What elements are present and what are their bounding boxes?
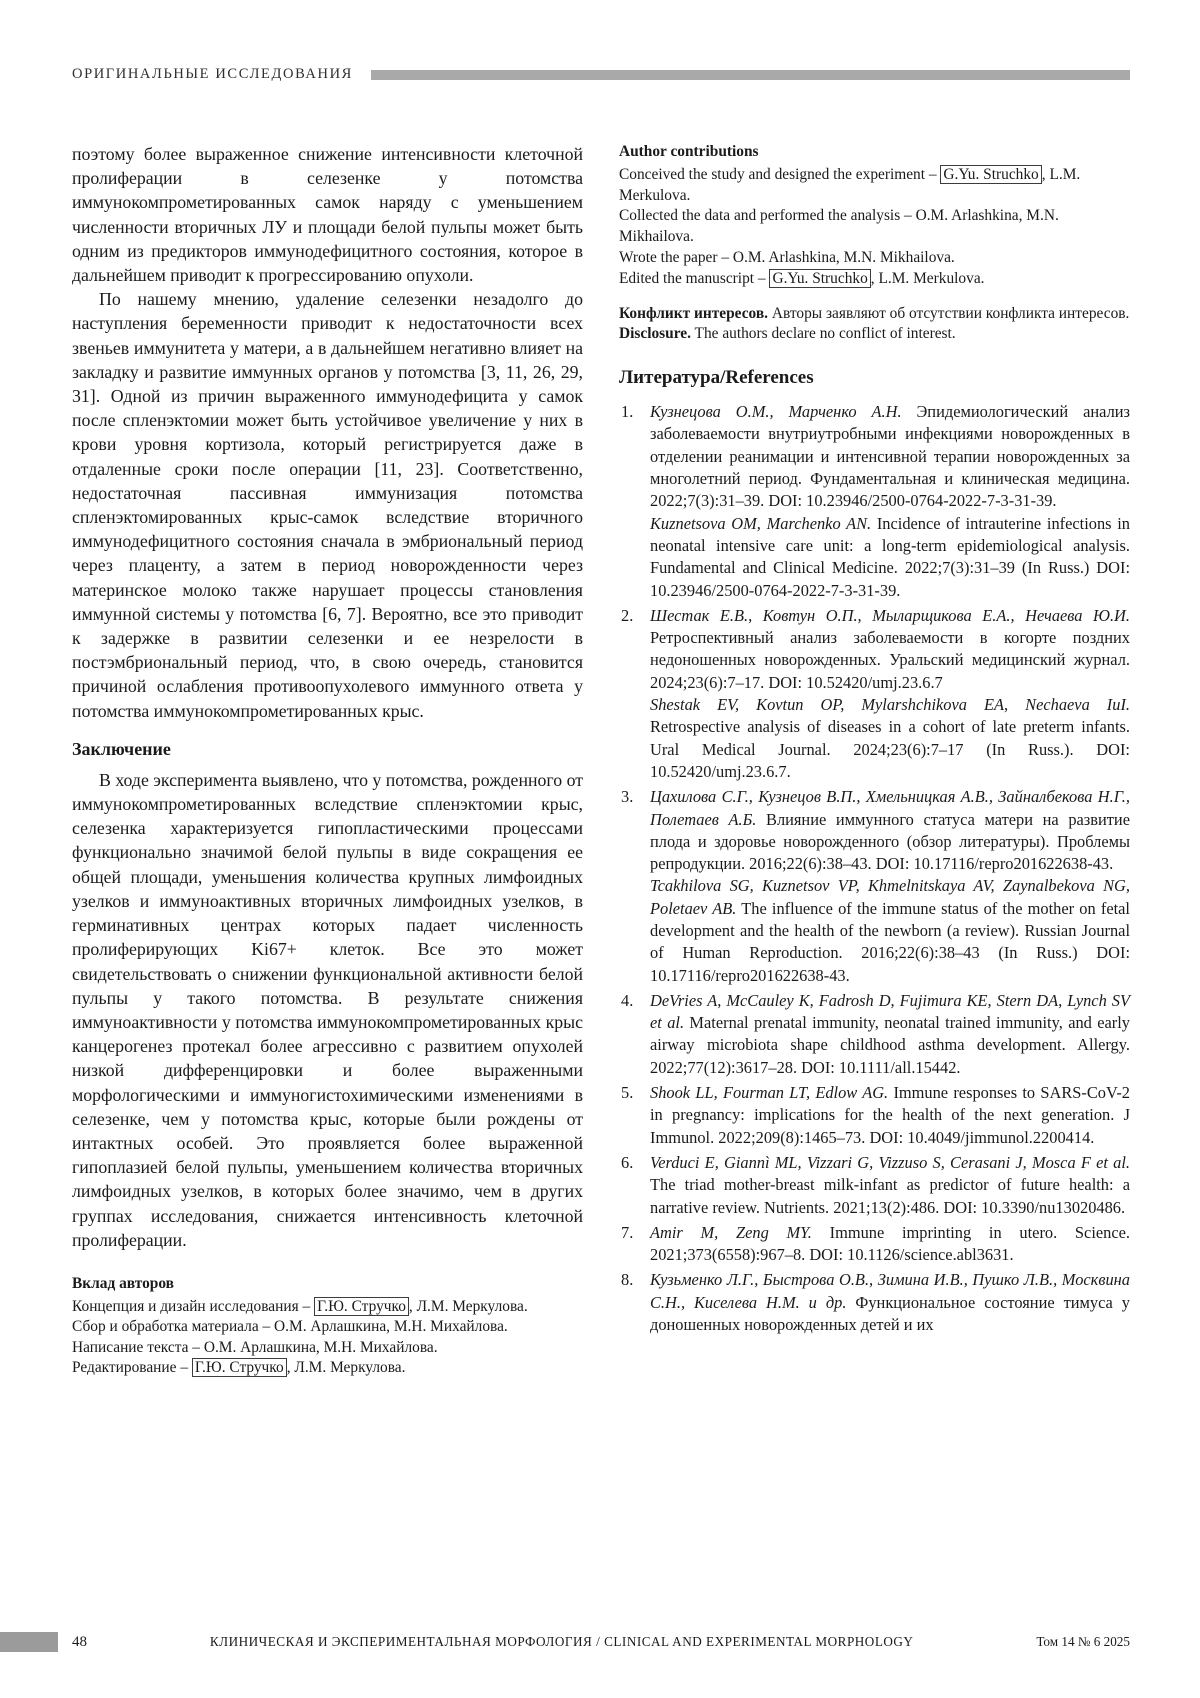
text-segment: Conceived the study and designed the experiment – (619, 165, 941, 183)
reference-item (619, 605, 1130, 783)
contribution-line (72, 1338, 583, 1359)
text-segment: Amir M, Zeng MY. (650, 1222, 812, 1242)
reference-number: 6. (621, 1152, 634, 1172)
text-segment: Immune imprinting in utero. Science. 2021;373(6558):967–8. DOI: 10.1126/science.abl3631. (650, 1222, 1130, 1265)
reference-number: 3. (621, 787, 634, 807)
text-segment: Сбор и обработка материала – О.М. Арлашкина, М.Н. Михайлова. (72, 1318, 508, 1336)
text-segment: Функциональное состояние тимуса у доношенных новорожденных детей и их (650, 1292, 1130, 1335)
reference-parts (650, 1152, 1130, 1219)
author-name-box[interactable]: Г.Ю. Стручко (192, 1358, 287, 1377)
contribution-line (619, 206, 1130, 248)
disclosure-paragraph (619, 324, 1130, 345)
author-contributions-en (619, 142, 1130, 290)
text-segment: Retrospective analysis of diseases in a cohort of late preterm infants. Ural Medical Journal. 2024;23(6):7–17 (In Russ.). DOI: 10.52420/umj.23.6.7. (650, 717, 1130, 781)
contribution-line (619, 269, 1130, 290)
text-segment: Maternal prenatal immunity, neonatal trained immunity, and early airway microbiota shape childhood asthma development. Allergy. 2022;77(12):3617–28. DOI: 10.1111/all.15442. (650, 1013, 1130, 1077)
text-segment: Disclosure. (619, 325, 691, 343)
reference-text (650, 1082, 1130, 1149)
author-name-box[interactable]: G.Yu. Struchko (769, 269, 870, 288)
text-segment: Цахилова С.Г., Кузнецов В.П., Хмельницкая А.В., Зайналбекова Н.Г., Полетаев А.Б. (650, 787, 1130, 829)
reference-parts (650, 990, 1130, 1079)
reference-text (650, 990, 1130, 1079)
reference-text (650, 401, 1130, 512)
conclusion-paragraph: В ходе эксперимента выявлено, что у потомства, рожденного от иммунокомпрометированных вследствие спленэктомии крыс, селезенка характеризуется гипопластическими процессами функционально значимой белой пульпы в виде сокращения ее общей площади, уменьшения количества крупных лимфоидных узелков и иммуноактивных вторичных лимфоидных узелков, в герминативных центрах которых падает численность пролиферирующих Ki67+ клеток. Все это может свидетельствовать о снижении функциональной активности белой пульпы у такого потомства. В результате снижения иммуноактивности у потомства иммунокомпрометированных крыс канцерогенез протекал более агрессивно с развитием опухолей низкой дифференцировки и более выраженными морфологическими и иммуногистохимическими изменениями в селезенке, чем у потомства крыс, которые были рождены от интактных особей. Это проявляется более выраженной гипоплазией белой пульпы, уменьшением количества вторичных лимфоидных узелков, в которых более значимо, чем в других группах исследования, снижается интенсивность клеточной пролиферации. (72, 769, 583, 1250)
text-segment: Конфликт интересов. (619, 304, 769, 322)
reference-number: 5. (621, 1083, 634, 1103)
text-segment: Шестак Е.В., Ковтун О.П., Мыларщикова Е.А., Нечаева Ю.И. (650, 605, 1130, 625)
reference-item (619, 1269, 1130, 1336)
text-segment: Kuznetsova OM, Marchenko AN. (650, 513, 872, 533)
reference-text (650, 1152, 1130, 1219)
page-footer (0, 1632, 1130, 1652)
contribution-line (72, 1358, 583, 1379)
header-rule (371, 70, 1130, 80)
text-segment: Кузнецова О.М., Марченко А.Н. (650, 402, 902, 422)
text-segment: Shook LL, Fourman LT, Edlow AG. (650, 1083, 889, 1103)
reference-text (650, 1222, 1130, 1267)
conflict-of-interest-paragraph (619, 304, 1130, 325)
text-segment: The triad mother-breast milk-infant as predictor of future health: a narrative review. Nutrients. 2021;13(2):486. DOI: 10.3390/nu13020486. (650, 1175, 1130, 1217)
text-segment: Shestak EV, Kovtun OP, Mylarshchikova EA, Nechaeva IuI. (650, 695, 1130, 715)
text-segment: Verduci E, Giannì ML, Vizzari G, Vizzuso S, Cerasani J, Mosca F et al. (650, 1152, 1130, 1172)
reference-text (650, 605, 1130, 694)
reference-item (619, 1082, 1130, 1149)
contribution-line (72, 1317, 583, 1338)
text-segment: The authors declare no conflict of interest. (690, 325, 956, 343)
body-paragraphs (72, 142, 583, 723)
reference-number: 4. (621, 990, 634, 1010)
reference-text (650, 513, 1130, 602)
footer-rule (0, 1632, 58, 1652)
reference-item (619, 1222, 1130, 1267)
text-segment: Редактирование – (72, 1359, 192, 1377)
contribution-line (619, 165, 1130, 207)
text-segment: Incidence of intrauterine infections in neonatal intensive care unit: a long-term epidemiological analysis. Fundamental and Clinical Medicine. 2022;7(3):31–39 (In Russ.) DOI: 10.23946/2500-0764-2022-7-3-31-39. (650, 513, 1130, 600)
two-column-layout (72, 142, 1130, 1379)
reference-number: 2. (621, 605, 634, 625)
reference-number: 1. (621, 402, 634, 422)
reference-parts (650, 1269, 1130, 1336)
references-heading: Литература/References (619, 367, 814, 389)
page-header (72, 66, 1130, 83)
conclusion-paragraphs (72, 768, 583, 1252)
text-segment: Edited the manuscript – (619, 269, 770, 287)
reference-text (650, 1269, 1130, 1336)
text-segment: , Л.М. Меркулова. (286, 1359, 406, 1377)
reference-parts (650, 786, 1130, 987)
author-name-box[interactable]: G.Yu. Struchko (940, 165, 1041, 184)
right-column (619, 142, 1130, 1379)
text-segment: Кузьменко Л.Г., Быстрова О.В., Зимина И.В., Пушко Л.В., Москвина С.Н., Киселева Н.М. и др. (650, 1270, 1130, 1312)
reference-text (650, 786, 1130, 875)
reference-number: 7. (621, 1222, 634, 1242)
contribution-line (619, 248, 1130, 269)
text-segment: Эпидемиологический анализ заболеваемости внутриутробными инфекциями новорожденных в отделении реанимации и интенсивной терапии новорожденных за многолетний период. Фундаментальная и клиническая медицина. 2022;7(3):31–39. DOI: 10.23946/2500-0764-2022-7-3-31-39. (650, 402, 1130, 511)
reference-parts (650, 605, 1130, 783)
reference-item (619, 401, 1130, 602)
body-paragraph: По нашему мнению, удаление селезенки незадолго до наступления беременности приводит к недостаточности всех звеньев иммунитета у матери, а в дальнейшем негативно влияет на закладку и развитие иммунных органов у потомства [3, 11, 26, 29, 31]. Одной из причин выраженного иммунодефицита у самок после спленэктомии может быть устойчивое увеличение у них в крови уровня кортизола, который регистрируется даже в отдаленные сроки после операции [11, 23]. Соответственно, недостаточная пассивная иммунизация потомства спленэктомированных крыс-самок вследствие вторичного иммунодефицитного состояния сначала в эмбриональный период через плаценту, а затем в период новорожденности через материнское молоко также нарушает процессы становления иммунной системы у потомства [6, 7]. Вероятно, все это приводит к задержке в развитии селезенки и ее незрелости в постэмбриональный период, что, в свою очередь, становится причиной ослабления противоопухолевого иммунного ответа у потомства иммунокомпрометированных крыс. (72, 289, 583, 721)
text-segment: DeVries A, McCauley K, Fadrosh D, Fujimura KE, Stern DA, Lynch SV et al. (650, 990, 1130, 1033)
reference-text (650, 694, 1130, 783)
contributions-heading-en: Author contributions (619, 143, 759, 160)
text-segment: Tcakhilova SG, Kuznetsov VP, Khmelnitskaya AV, Zaynalbekova NG, Poletaev AB. (650, 876, 1130, 918)
reference-item (619, 786, 1130, 987)
left-column (72, 142, 583, 1379)
reference-item (619, 990, 1130, 1079)
reference-text (650, 875, 1130, 986)
text-segment: Написание текста – О.М. Арлашкина, М.Н. Михайлова. (72, 1338, 438, 1356)
reference-parts (650, 401, 1130, 602)
contributions-heading-ru: Вклад авторов (72, 1274, 174, 1292)
contributions-lines-ru (72, 1297, 583, 1379)
references-list (619, 401, 1130, 1336)
text-segment: Влияние иммунного статуса матери на развитие плода и здоровье новорожденного (обзор литературы). Проблемы репродукции. 2016;22(6):38–43. DOI: 10.17116/repro201622638-43. (650, 809, 1130, 874)
text-segment: Концепция и дизайн исследования – (72, 1297, 315, 1315)
author-name-box[interactable]: Г.Ю. Стручко (314, 1297, 409, 1316)
text-segment: Ретроспективный анализ заболеваемости в когорте поздних недоношенных новорожденных. Уральский медицинский журнал. 2024;23(6):7–17. DOI: 10.52420/umj.23.6.7 (650, 628, 1130, 692)
text-segment: Wrote the paper – O.M. Arlashkina, M.N. Mikhailova. (619, 248, 955, 266)
text-segment: , Л.М. Меркулова. (408, 1297, 528, 1315)
reference-parts (650, 1222, 1130, 1267)
reference-number: 8. (621, 1270, 634, 1290)
body-paragraph: поэтому более выраженное снижение интенсивности клеточной пролиферации в селезенке у потомства иммунокомпрометированных самок наряду с уменьшением численности вторичных ЛУ и площади белой пульпы может быть одним из предикторов иммунодефицитного состояния, которое в дальнейшем приводит к прогрессированию опухоли. (72, 144, 583, 286)
footer-issue: Том 14 № 6 2025 (1036, 1634, 1130, 1649)
text-segment: Immune responses to SARS-CoV-2 in pregnancy: implications for the health of the next generation. J Immunol. 2022;209(8):1465–73. DOI: 10.4049/jimmunol.2200414. (650, 1083, 1130, 1147)
text-segment: Collected the data and performed the analysis – O.M. Arlashkina, M.N. Mikhailova. (619, 207, 1059, 246)
footer-journal-title: КЛИНИЧЕСКАЯ И ЭКСПЕРИМЕНТАЛЬНАЯ МОРФОЛОГИЯ / CLINICAL AND EXPERIMENTAL MORPHOLOGY (209, 1634, 914, 1649)
reference-item (619, 1152, 1130, 1219)
author-contributions-ru (72, 1274, 583, 1379)
text-segment: The influence of the immune status of the mother on fetal development and the health of the newborn (a review). Russian Journal of Human Reproduction. 2016;22(6):38–43 (In Russ.) DOI: 10.17116/repro201622638-43. (650, 898, 1130, 985)
reference-parts (650, 1082, 1130, 1149)
contributions-lines-en (619, 165, 1130, 290)
text-segment: Авторы заявляют об отсутствии конфликта интересов. (768, 304, 1130, 322)
text-segment: , L.M. Merkulova. (870, 269, 985, 287)
contribution-line (72, 1297, 583, 1318)
page-number: 48 (72, 1633, 87, 1650)
section-label: ОРИГИНАЛЬНЫЕ ИССЛЕДОВАНИЯ (72, 66, 353, 82)
conclusion-heading: Заключение (72, 738, 171, 759)
text-segment: , L.M. Merkulova. (619, 165, 1081, 204)
